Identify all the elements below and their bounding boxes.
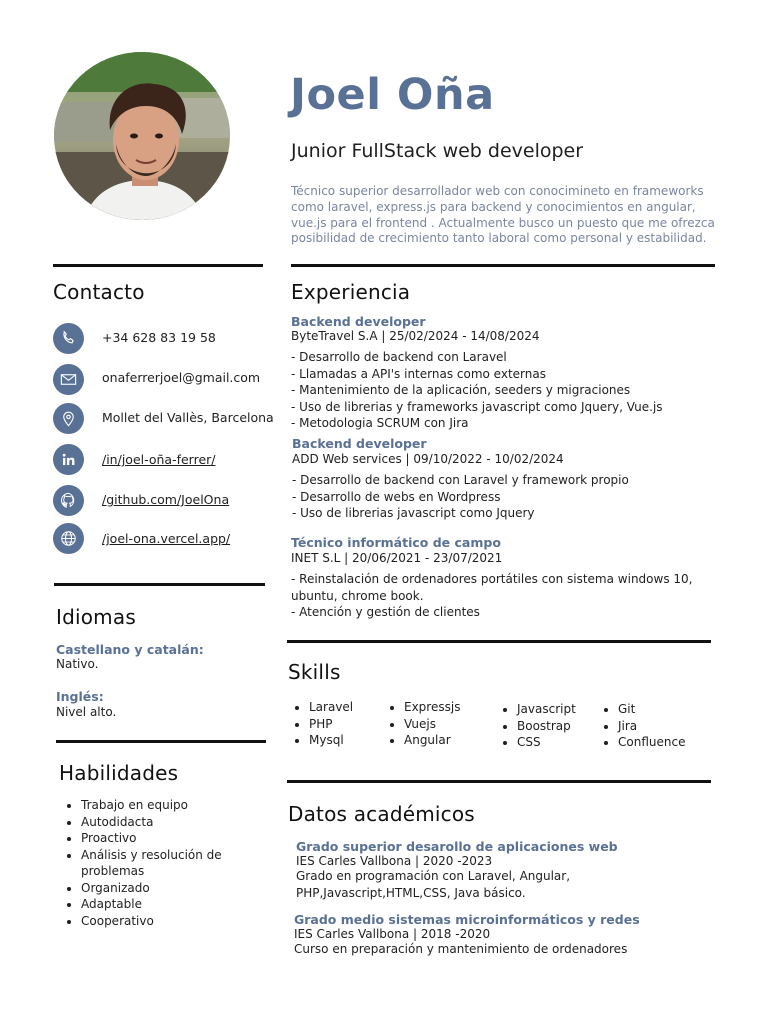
location-pin-icon [53, 403, 84, 434]
list-item: • Confluence [618, 734, 718, 751]
list-item: - Desarrollo de webs en Wordpress [292, 489, 501, 504]
job-company: ADD Web services | 09/10/2022 - 10/02/2024 [292, 452, 564, 466]
github-icon [53, 485, 84, 516]
list-item: • Javascript [517, 701, 612, 718]
globe-icon [53, 523, 84, 554]
degree-detail: Curso en preparación y mantenimiento de ordenadores [294, 942, 628, 956]
list-item: - Llamadas a API's internas como externas [291, 366, 546, 381]
language-level: Nativo. [56, 657, 99, 671]
abilities-list [63, 797, 266, 929]
divider [287, 640, 711, 643]
job-role: Backend developer [292, 436, 427, 451]
list-item: • Análisis y resolución de problemas [81, 847, 266, 880]
skills-heading: Skills [288, 660, 341, 684]
profile-photo [54, 52, 230, 220]
divider [56, 740, 266, 743]
skills-column [600, 701, 718, 751]
job-bullets [291, 571, 701, 621]
divider [54, 583, 265, 586]
list-item: - Uso de librerias y frameworks javascript como Jquery, Vue.js [291, 399, 663, 414]
list-item: • Organizado [81, 880, 266, 897]
phone-icon [53, 323, 84, 354]
list-item: • Vuejs [404, 716, 504, 733]
education-heading: Datos académicos [288, 802, 475, 826]
skills-column [499, 701, 612, 751]
list-item: • Mysql [309, 732, 399, 749]
degree-title: Grado medio sistemas microinformáticos y redes [294, 912, 640, 927]
list-item: • Expressjs [404, 699, 504, 716]
job-company: INET S.L | 20/06/2021 - 23/07/2021 [291, 551, 503, 565]
list-item: - Mantenimiento de la aplicación, seeders y migraciones [291, 383, 631, 397]
github-link[interactable]: /github.com/JoelOna [102, 492, 230, 507]
skills-column [386, 699, 504, 749]
contact-email[interactable]: onaferrerjoel@gmail.com [102, 370, 261, 385]
list-item: - Reinstalación de ordenadores portátiles con sistema windows 10, ubuntu, chrome book. [291, 572, 693, 603]
candidate-name: Joel Oña [290, 70, 495, 120]
linkedin-link[interactable]: /in/joel-oña-ferrer/ [102, 452, 216, 467]
list-item: • Git [618, 701, 718, 718]
website-link[interactable]: /joel-ona.vercel.app/ [102, 531, 231, 546]
list-item: • Trabajo en equipo [81, 797, 266, 814]
list-item: - Uso de librerias javascript como Jquery [292, 506, 535, 520]
list-item: - Atención y gestión de clientes [291, 605, 480, 619]
list-item: - Desarrollo de backend con Laravel [291, 350, 507, 364]
list-item: • Adaptable [81, 896, 266, 913]
list-item: • PHP [309, 716, 399, 733]
list-item: • Cooperativo [81, 913, 266, 930]
degree-detail: Grado en programación con Laravel, Angular, PHP,Javascript,HTML,CSS, Java básico. [296, 869, 571, 900]
list-item: • Laravel [309, 699, 399, 716]
degree-title: Grado superior desarollo de aplicaciones web [296, 839, 618, 854]
list-item: • Autodidacta [81, 814, 266, 831]
divider [291, 264, 715, 267]
degree-school: IES Carles Vallbona | 2020 -2023 [296, 854, 493, 868]
job-role: Backend developer [291, 314, 426, 329]
job-company: ByteTravel S.A | 25/02/2024 - 14/08/2024 [291, 329, 540, 343]
language-level: Nivel alto. [56, 705, 117, 719]
profile-summary: Técnico superior desarrollador web con conocimineto en frameworks como laravel, express.js para backend y conocimientos en angular, vue.js para el frontend . Actualmente busco un puesto que me ofrezca posibilidad de crecimiento tanto laboral como personal y estabilidad. [291, 184, 715, 246]
contact-heading: Contacto [53, 280, 145, 304]
languages-heading: Idiomas [56, 605, 136, 629]
language-name: Castellano y catalán: [56, 642, 204, 657]
abilities-heading: Habilidades [59, 761, 179, 785]
skills-column [291, 699, 399, 749]
mail-icon [53, 364, 84, 395]
list-item: • Angular [404, 732, 504, 749]
language-name: Inglés: [56, 689, 104, 704]
list-item: - Metodologia SCRUM con Jira [291, 416, 469, 430]
divider [287, 780, 711, 783]
job-role: Técnico informático de campo [291, 535, 501, 550]
list-item: - Desarrollo de backend con Laravel y framework propio [292, 473, 629, 487]
list-item: • Proactivo [81, 830, 266, 847]
job-title: Junior FullStack web developer [291, 140, 584, 162]
experience-heading: Experiencia [291, 280, 411, 304]
linkedin-icon [53, 444, 84, 475]
list-item: • Jira [618, 718, 718, 735]
job-bullets [292, 472, 712, 522]
contact-location: Mollet del Vallès, Barcelona [102, 410, 274, 425]
degree-school: IES Carles Vallbona | 2018 -2020 [294, 927, 491, 941]
list-item: • CSS [517, 734, 612, 751]
job-bullets [291, 349, 711, 432]
contact-phone: +34 628 83 19 58 [102, 330, 216, 345]
list-item: • Boostrap [517, 718, 612, 735]
divider [53, 264, 263, 267]
